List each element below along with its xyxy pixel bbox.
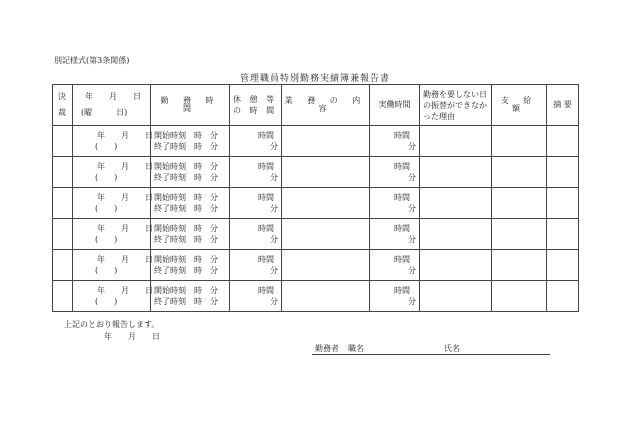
header-payment: 支 給 額	[492, 85, 547, 126]
decision-cell[interactable]	[53, 157, 73, 188]
work-time-cell[interactable]: 開始時刻 時 分 終了時刻 時 分	[151, 126, 230, 157]
date-cell[interactable]: 年 月 日 ( )	[73, 157, 151, 188]
actual-hours-cell[interactable]: 時間 分	[370, 281, 420, 312]
date-cell[interactable]: 年 月 日 ( )	[73, 188, 151, 219]
work-content-cell[interactable]	[282, 219, 370, 250]
payment-cell[interactable]	[492, 219, 547, 250]
payment-cell[interactable]	[492, 281, 547, 312]
header-date: 年 月 日 (曜 日)	[73, 85, 151, 126]
decision-cell[interactable]	[53, 250, 73, 281]
table-row	[53, 188, 579, 219]
work-time-cell[interactable]: 開始時刻 時 分 終了時刻 時 分	[151, 250, 230, 281]
remarks-cell[interactable]	[547, 157, 579, 188]
header-row	[53, 85, 579, 126]
form-label: 別記様式(第3条関係)	[54, 56, 130, 65]
table-row	[53, 250, 579, 281]
remarks-cell[interactable]	[547, 188, 579, 219]
header-work-content: 業 務 の 内 容	[282, 85, 370, 126]
reason-cell[interactable]	[420, 126, 492, 157]
actual-hours-cell[interactable]: 時間 分	[370, 126, 420, 157]
report-date: 年 月 日	[104, 332, 160, 341]
break-time-cell[interactable]: 時間 分	[230, 188, 282, 219]
break-time-cell[interactable]: 時間 分	[230, 126, 282, 157]
header-decision: 決 裁	[53, 85, 73, 126]
decision-cell[interactable]	[53, 126, 73, 157]
reason-cell[interactable]	[420, 157, 492, 188]
remarks-cell[interactable]	[547, 126, 579, 157]
actual-hours-cell[interactable]: 時間 分	[370, 219, 420, 250]
payment-cell[interactable]	[492, 157, 547, 188]
decision-cell[interactable]	[53, 188, 73, 219]
date-cell[interactable]: 年 月 日 ( )	[73, 219, 151, 250]
header-work-time: 勤 務 時 間	[151, 85, 230, 126]
table-row	[53, 219, 579, 250]
break-time-cell[interactable]: 時間 分	[230, 250, 282, 281]
payment-cell[interactable]	[492, 126, 547, 157]
work-content-cell[interactable]	[282, 250, 370, 281]
header-remarks: 摘 要	[547, 85, 579, 126]
header-no-substitute-reason: 勤務を要しない日の振替ができなかった理由	[420, 85, 492, 126]
employee-label: 勤務者	[315, 344, 339, 353]
reason-cell[interactable]	[420, 188, 492, 219]
report-statement: 上記のとおり報告します。	[64, 320, 160, 329]
rows-body	[53, 126, 579, 312]
work-time-cell[interactable]: 開始時刻 時 分 終了時刻 時 分	[151, 188, 230, 219]
work-content-cell[interactable]	[282, 126, 370, 157]
break-time-cell[interactable]: 時間 分	[230, 219, 282, 250]
work-content-cell[interactable]	[282, 188, 370, 219]
date-cell[interactable]: 年 月 日 ( )	[73, 250, 151, 281]
work-time-cell[interactable]: 開始時刻 時 分 終了時刻 時 分	[151, 281, 230, 312]
table-row	[53, 126, 579, 157]
page-title: 管理職員特別勤務実績簿兼報告書	[239, 74, 390, 84]
decision-cell[interactable]	[53, 219, 73, 250]
report-table	[52, 84, 579, 312]
reason-cell[interactable]	[420, 250, 492, 281]
decision-cell[interactable]	[53, 281, 73, 312]
reason-cell[interactable]	[420, 219, 492, 250]
work-time-cell[interactable]: 開始時刻 時 分 終了時刻 時 分	[151, 157, 230, 188]
remarks-cell[interactable]	[547, 250, 579, 281]
signature-line	[312, 354, 550, 355]
reason-cell[interactable]	[420, 281, 492, 312]
work-content-cell[interactable]	[282, 157, 370, 188]
table-row	[53, 281, 579, 312]
work-content-cell[interactable]	[282, 281, 370, 312]
work-time-cell[interactable]: 開始時刻 時 分 終了時刻 時 分	[151, 219, 230, 250]
header-actual-hours: 実働時間	[370, 85, 420, 126]
actual-hours-cell[interactable]: 時間 分	[370, 157, 420, 188]
date-cell[interactable]: 年 月 日 ( )	[73, 126, 151, 157]
actual-hours-cell[interactable]: 時間 分	[370, 188, 420, 219]
break-time-cell[interactable]: 時間 分	[230, 157, 282, 188]
actual-hours-cell[interactable]: 時間 分	[370, 250, 420, 281]
position-label: 職名	[348, 344, 364, 353]
payment-cell[interactable]	[492, 250, 547, 281]
date-cell[interactable]: 年 月 日 ( )	[73, 281, 151, 312]
table-row	[53, 157, 579, 188]
break-time-cell[interactable]: 時間 分	[230, 281, 282, 312]
payment-cell[interactable]	[492, 188, 547, 219]
header-break: 休 憩 等 の 時 間	[230, 85, 282, 126]
remarks-cell[interactable]	[547, 281, 579, 312]
name-label: 氏名	[444, 344, 460, 353]
remarks-cell[interactable]	[547, 219, 579, 250]
